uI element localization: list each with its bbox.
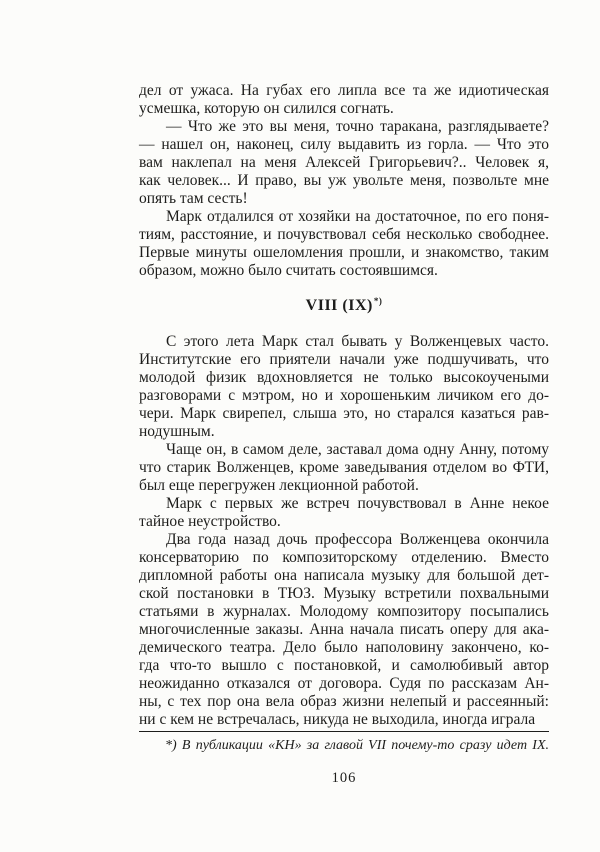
- text-line: вам наклепал на меня Алексей Григорьевич?.. Человек я,: [139, 154, 549, 171]
- text-line: что старик Волженцев, кроме заведывания отделом во ФТИ,: [139, 459, 549, 476]
- text-line: гда что-то вышло с постановкой, и самолюбивый автор: [139, 657, 549, 674]
- text-line: разговорами с мэтром, но и хорошеньким личиком его до-: [139, 387, 549, 404]
- paragraph: [139, 208, 549, 280]
- text-line: — Что же это вы меня, точно таракана, разглядываете?: [166, 118, 549, 135]
- chapter-heading: [139, 297, 549, 315]
- text-line: Институтские его приятели начали уже подшучивать, что: [139, 351, 549, 368]
- text-line: многочисленные заказы. Анна начала писать оперу для ака-: [139, 621, 549, 638]
- text-line: был еще перегружен лекционной работой.: [139, 477, 419, 494]
- text-line: консерваторию по композиторскому отделению. Вместо: [139, 549, 549, 566]
- text-line: опять там сесть!: [139, 190, 248, 207]
- text-line: Марк отдалился от хозяйки на достаточное, по его поня-: [166, 208, 549, 225]
- paragraph: [139, 495, 549, 531]
- text-block: [139, 82, 549, 787]
- footnote-divider: [139, 731, 549, 732]
- paragraph: [139, 531, 549, 729]
- text-line: Марк с первых же встреч почувствовал в Анне некое: [166, 495, 549, 512]
- text-line: тиям, расстояние, и почувствовал себя несколько свободнее.: [139, 226, 549, 243]
- paragraph: [139, 82, 549, 118]
- page-number: 106: [331, 770, 357, 786]
- footnote-reference: *): [373, 295, 383, 306]
- text-line: молодой физик вдохновляется не только высокоучеными: [139, 369, 549, 386]
- text-line: ской постановки в ТЮЗ. Музыку встретили похвальными: [139, 585, 549, 602]
- footnote: [139, 737, 549, 755]
- footnote-marker: *): [165, 738, 177, 753]
- text-line: статьями в журналах. Молодому композитору посыпались: [139, 603, 549, 620]
- text-line: ни с кем не встречалась, никуда не выходила, иногда играла: [139, 711, 536, 728]
- footnote-text: В публикации «КН» за главой VII почему-то сразу идет IX.: [181, 738, 550, 753]
- text-line: неожиданно отказался от договора. Судя по рассказам Ан-: [139, 675, 549, 692]
- text-line: нодушным.: [139, 423, 215, 440]
- text-line: С этого лета Марк стал бывать у Волженцевых часто.: [166, 333, 549, 350]
- text-line: Чаще он, в самом деле, заставал дома одну Анну, потому: [166, 441, 549, 458]
- text-line: усмешка, которую он силился согнать.: [139, 100, 394, 117]
- paragraph: [139, 333, 549, 441]
- paragraph: [139, 118, 549, 208]
- text-line: ны, с тех пор она вела образ жизни нелепый и рассеянный:: [139, 693, 549, 710]
- text-line: дипломной работы она написала музыку для большой дет-: [139, 567, 549, 584]
- paragraph: [139, 441, 549, 495]
- text-line: дел от ужаса. На губах его липла все та же идиотическая: [139, 82, 549, 99]
- chapter-heading-label: VIII (IX): [305, 297, 373, 314]
- text-line: чери. Марк свирепел, слыша это, но старался казаться рав-: [139, 405, 549, 422]
- text-line: Два года назад дочь профессора Волженцева окончила: [166, 531, 549, 548]
- text-line: как человек... И право, вы уж увольте меня, позвольте мне: [139, 172, 549, 189]
- text-line: демического театра. Дело было наполовину закончено, ко-: [139, 639, 549, 656]
- text-line: образом, можно было считать состоявшимся.: [139, 262, 438, 279]
- text-line: тайное неустройство.: [139, 513, 281, 530]
- text-line: Первые минуты ошеломления прошли, и знакомство, таким: [139, 244, 549, 261]
- text-line: — нашел он, наконец, силу выдавить из горла. — Что это: [139, 136, 549, 153]
